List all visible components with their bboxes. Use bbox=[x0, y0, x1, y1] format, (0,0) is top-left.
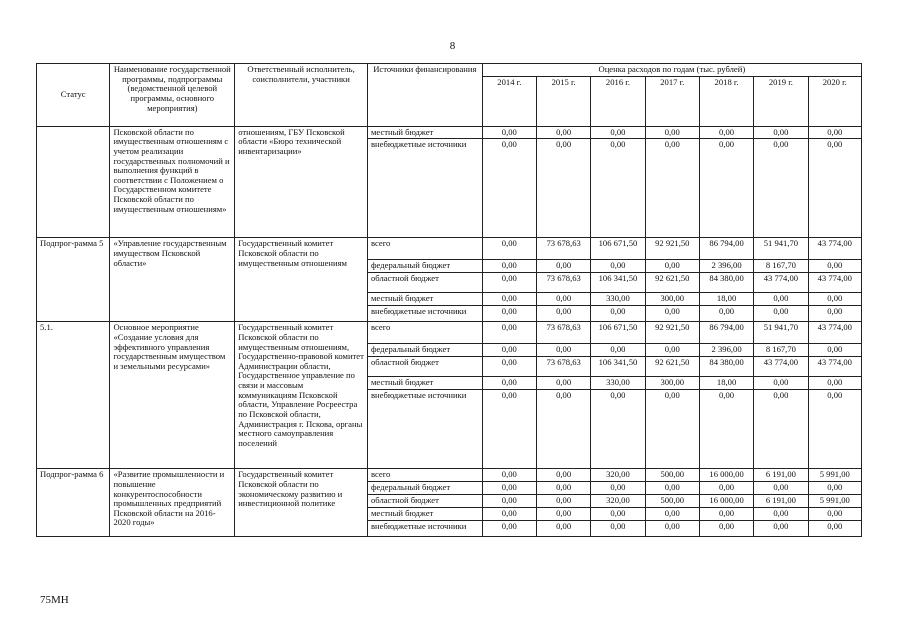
amount-cell: 0,00 bbox=[536, 508, 590, 521]
table-row bbox=[37, 238, 862, 260]
amount-cell: 73 678,63 bbox=[536, 357, 590, 377]
amount-cell: 0,00 bbox=[645, 306, 699, 322]
amount-cell: 0,00 bbox=[754, 390, 808, 469]
amount-cell: 18,00 bbox=[699, 293, 753, 306]
amount-cell: 2 396,00 bbox=[699, 260, 753, 273]
header-sources: Источники финансирования bbox=[367, 64, 482, 127]
amount-cell: 73 678,63 bbox=[536, 273, 590, 293]
amount-cell: 0,00 bbox=[482, 377, 536, 390]
amount-cell: 0,00 bbox=[536, 377, 590, 390]
amount-cell: 0,00 bbox=[482, 139, 536, 238]
amount-cell: 0,00 bbox=[808, 306, 861, 322]
amount-cell: 0,00 bbox=[536, 482, 590, 495]
amount-cell: 0,00 bbox=[754, 508, 808, 521]
amount-cell: 0,00 bbox=[808, 508, 861, 521]
amount-cell: 0,00 bbox=[536, 344, 590, 357]
amount-cell: 0,00 bbox=[754, 126, 808, 139]
amount-cell: 0,00 bbox=[536, 390, 590, 469]
amount-cell: 0,00 bbox=[699, 139, 753, 238]
amount-cell: 0,00 bbox=[482, 293, 536, 306]
amount-cell: 51 941,70 bbox=[754, 322, 808, 344]
amount-cell: 0,00 bbox=[482, 508, 536, 521]
amount-cell: 43 774,00 bbox=[808, 238, 861, 260]
amount-cell: 0,00 bbox=[699, 126, 753, 139]
amount-cell: 0,00 bbox=[482, 322, 536, 344]
amount-cell: 0,00 bbox=[591, 306, 645, 322]
amount-cell: 106 671,50 bbox=[591, 238, 645, 260]
page-number: 8 bbox=[449, 40, 456, 52]
funding-source: федеральный бюджет bbox=[367, 260, 482, 273]
amount-cell: 0,00 bbox=[645, 390, 699, 469]
block-responsible: Государственный комитет Псковской области по имущественным отношениям, Государственно-правовой комитет Администрации области, Государственное управление по связи и массовым коммуникациям Псковской области, Управление Росреестра по Псковской области, Администрация г. Пскова, органы местного самоуправления поселений bbox=[235, 322, 368, 469]
amount-cell: 0,00 bbox=[808, 260, 861, 273]
header-estimate: Оценка расходов по годам (тыс. рублей) bbox=[482, 64, 861, 77]
amount-cell: 0,00 bbox=[536, 469, 590, 482]
header-year: 2020 г. bbox=[808, 76, 861, 126]
amount-cell: 0,00 bbox=[482, 344, 536, 357]
funding-source: областной бюджет bbox=[367, 357, 482, 377]
amount-cell: 0,00 bbox=[808, 482, 861, 495]
amount-cell: 0,00 bbox=[591, 126, 645, 139]
amount-cell: 0,00 bbox=[699, 482, 753, 495]
amount-cell: 86 794,00 bbox=[699, 238, 753, 260]
amount-cell: 84 380,00 bbox=[699, 273, 753, 293]
budget-table bbox=[36, 63, 862, 537]
table-header bbox=[37, 64, 862, 127]
amount-cell: 0,00 bbox=[699, 508, 753, 521]
amount-cell: 300,00 bbox=[645, 377, 699, 390]
amount-cell: 0,00 bbox=[536, 260, 590, 273]
amount-cell: 84 380,00 bbox=[699, 357, 753, 377]
amount-cell: 0,00 bbox=[536, 306, 590, 322]
funding-source: областной бюджет bbox=[367, 495, 482, 508]
block-status bbox=[37, 126, 110, 238]
amount-cell: 0,00 bbox=[645, 521, 699, 537]
amount-cell: 0,00 bbox=[808, 139, 861, 238]
amount-cell: 0,00 bbox=[482, 273, 536, 293]
amount-cell: 0,00 bbox=[645, 508, 699, 521]
amount-cell: 0,00 bbox=[645, 139, 699, 238]
amount-cell: 8 167,70 bbox=[754, 344, 808, 357]
block-name: «Управление государственным имуществом Псковской области» bbox=[110, 238, 235, 322]
amount-cell: 0,00 bbox=[591, 482, 645, 495]
amount-cell: 0,00 bbox=[699, 306, 753, 322]
amount-cell: 330,00 bbox=[591, 293, 645, 306]
header-year: 2016 г. bbox=[591, 76, 645, 126]
amount-cell: 92 621,50 bbox=[645, 273, 699, 293]
amount-cell: 16 000,00 bbox=[699, 469, 753, 482]
amount-cell: 0,00 bbox=[536, 126, 590, 139]
amount-cell: 0,00 bbox=[536, 139, 590, 238]
header-year: 2015 г. bbox=[536, 76, 590, 126]
amount-cell: 5 991,00 bbox=[808, 495, 861, 508]
header-responsible: Ответственный исполнитель, соисполнители, участники bbox=[235, 64, 368, 127]
amount-cell: 0,00 bbox=[645, 482, 699, 495]
funding-source: внебюджетные источники bbox=[367, 306, 482, 322]
amount-cell: 73 678,63 bbox=[536, 322, 590, 344]
amount-cell: 0,00 bbox=[591, 260, 645, 273]
amount-cell: 0,00 bbox=[536, 521, 590, 537]
amount-cell: 43 774,00 bbox=[808, 273, 861, 293]
amount-cell: 0,00 bbox=[754, 377, 808, 390]
table-row bbox=[37, 469, 862, 482]
amount-cell: 0,00 bbox=[482, 390, 536, 469]
footer-code: 75МН bbox=[40, 594, 69, 606]
amount-cell: 0,00 bbox=[482, 469, 536, 482]
block-name: Псковской области по имущественным отношениям с учетом реализации государственных полномочий и выполнения функций в соответствии с Положением о Государственном комитете Псковской области по имущественным отношениям» bbox=[110, 126, 235, 238]
amount-cell: 43 774,00 bbox=[754, 273, 808, 293]
amount-cell: 0,00 bbox=[482, 238, 536, 260]
amount-cell: 0,00 bbox=[591, 139, 645, 238]
amount-cell: 0,00 bbox=[808, 521, 861, 537]
table-row bbox=[37, 322, 862, 344]
amount-cell: 43 774,00 bbox=[808, 322, 861, 344]
funding-source: всего bbox=[367, 469, 482, 482]
amount-cell: 0,00 bbox=[754, 139, 808, 238]
funding-source: внебюджетные источники bbox=[367, 390, 482, 469]
header-year: 2018 г. bbox=[699, 76, 753, 126]
amount-cell: 51 941,70 bbox=[754, 238, 808, 260]
amount-cell: 0,00 bbox=[808, 126, 861, 139]
amount-cell: 92 921,50 bbox=[645, 322, 699, 344]
amount-cell: 0,00 bbox=[482, 357, 536, 377]
amount-cell: 500,00 bbox=[645, 495, 699, 508]
amount-cell: 0,00 bbox=[699, 390, 753, 469]
amount-cell: 0,00 bbox=[645, 344, 699, 357]
amount-cell: 300,00 bbox=[645, 293, 699, 306]
amount-cell: 0,00 bbox=[699, 521, 753, 537]
amount-cell: 18,00 bbox=[699, 377, 753, 390]
block-status: 5.1. bbox=[37, 322, 110, 469]
amount-cell: 0,00 bbox=[482, 260, 536, 273]
amount-cell: 106 341,50 bbox=[591, 273, 645, 293]
funding-source: внебюджетные источники bbox=[367, 521, 482, 537]
funding-source: всего bbox=[367, 238, 482, 260]
amount-cell: 0,00 bbox=[808, 390, 861, 469]
amount-cell: 0,00 bbox=[591, 344, 645, 357]
amount-cell: 0,00 bbox=[645, 260, 699, 273]
amount-cell: 0,00 bbox=[754, 306, 808, 322]
funding-source: местный бюджет bbox=[367, 293, 482, 306]
block-responsible: отношениям, ГБУ Псковской области «Бюро технической инвентаризации» bbox=[235, 126, 368, 238]
amount-cell: 92 921,50 bbox=[645, 238, 699, 260]
block-name: «Развитие промышленности и повышение конкурентоспособности промышленных предприятий Псковской области на 2016-2020 годы» bbox=[110, 469, 235, 537]
funding-source: местный бюджет bbox=[367, 126, 482, 139]
amount-cell: 43 774,00 bbox=[808, 357, 861, 377]
header-year: 2019 г. bbox=[754, 76, 808, 126]
amount-cell: 106 341,50 bbox=[591, 357, 645, 377]
amount-cell: 0,00 bbox=[536, 293, 590, 306]
header-name: Наименование государственной программы, подпрограммы (ведомственной целевой программы, основного мероприятия) bbox=[110, 64, 235, 127]
amount-cell: 0,00 bbox=[482, 482, 536, 495]
amount-cell: 73 678,63 bbox=[536, 238, 590, 260]
block-name: Основное мероприятие «Создание условия для эффективного управления государственным имуществом и земельными ресурсами» bbox=[110, 322, 235, 469]
table-row bbox=[37, 126, 862, 139]
amount-cell: 8 167,70 bbox=[754, 260, 808, 273]
amount-cell: 0,00 bbox=[645, 126, 699, 139]
funding-source: местный бюджет bbox=[367, 377, 482, 390]
header-year: 2014 г. bbox=[482, 76, 536, 126]
amount-cell: 2 396,00 bbox=[699, 344, 753, 357]
amount-cell: 0,00 bbox=[591, 521, 645, 537]
funding-source: федеральный бюджет bbox=[367, 344, 482, 357]
funding-source: внебюджетные источники bbox=[367, 139, 482, 238]
block-responsible: Государственный комитет Псковской области по имущественным отношениям bbox=[235, 238, 368, 322]
amount-cell: 0,00 bbox=[754, 521, 808, 537]
amount-cell: 320,00 bbox=[591, 495, 645, 508]
amount-cell: 0,00 bbox=[536, 495, 590, 508]
amount-cell: 0,00 bbox=[591, 390, 645, 469]
amount-cell: 5 991,00 bbox=[808, 469, 861, 482]
amount-cell: 0,00 bbox=[482, 126, 536, 139]
funding-source: федеральный бюджет bbox=[367, 482, 482, 495]
amount-cell: 92 621,50 bbox=[645, 357, 699, 377]
amount-cell: 106 671,50 bbox=[591, 322, 645, 344]
amount-cell: 0,00 bbox=[482, 495, 536, 508]
amount-cell: 0,00 bbox=[754, 482, 808, 495]
funding-source: всего bbox=[367, 322, 482, 344]
amount-cell: 0,00 bbox=[482, 521, 536, 537]
amount-cell: 0,00 bbox=[591, 508, 645, 521]
amount-cell: 86 794,00 bbox=[699, 322, 753, 344]
amount-cell: 6 191,00 bbox=[754, 469, 808, 482]
funding-source: местный бюджет bbox=[367, 508, 482, 521]
amount-cell: 0,00 bbox=[808, 377, 861, 390]
amount-cell: 320,00 bbox=[591, 469, 645, 482]
amount-cell: 43 774,00 bbox=[754, 357, 808, 377]
amount-cell: 0,00 bbox=[482, 306, 536, 322]
header-year: 2017 г. bbox=[645, 76, 699, 126]
block-status: Подпрог-рамма 5 bbox=[37, 238, 110, 322]
amount-cell: 6 191,00 bbox=[754, 495, 808, 508]
amount-cell: 330,00 bbox=[591, 377, 645, 390]
amount-cell: 500,00 bbox=[645, 469, 699, 482]
header-status: Статус bbox=[37, 64, 110, 127]
block-responsible: Государственный комитет Псковской области по экономическому развитию и инвестиционной политике bbox=[235, 469, 368, 537]
block-status: Подпрог-рамма 6 bbox=[37, 469, 110, 537]
amount-cell: 0,00 bbox=[808, 344, 861, 357]
funding-source: областной бюджет bbox=[367, 273, 482, 293]
amount-cell: 0,00 bbox=[754, 293, 808, 306]
amount-cell: 0,00 bbox=[808, 293, 861, 306]
amount-cell: 16 000,00 bbox=[699, 495, 753, 508]
